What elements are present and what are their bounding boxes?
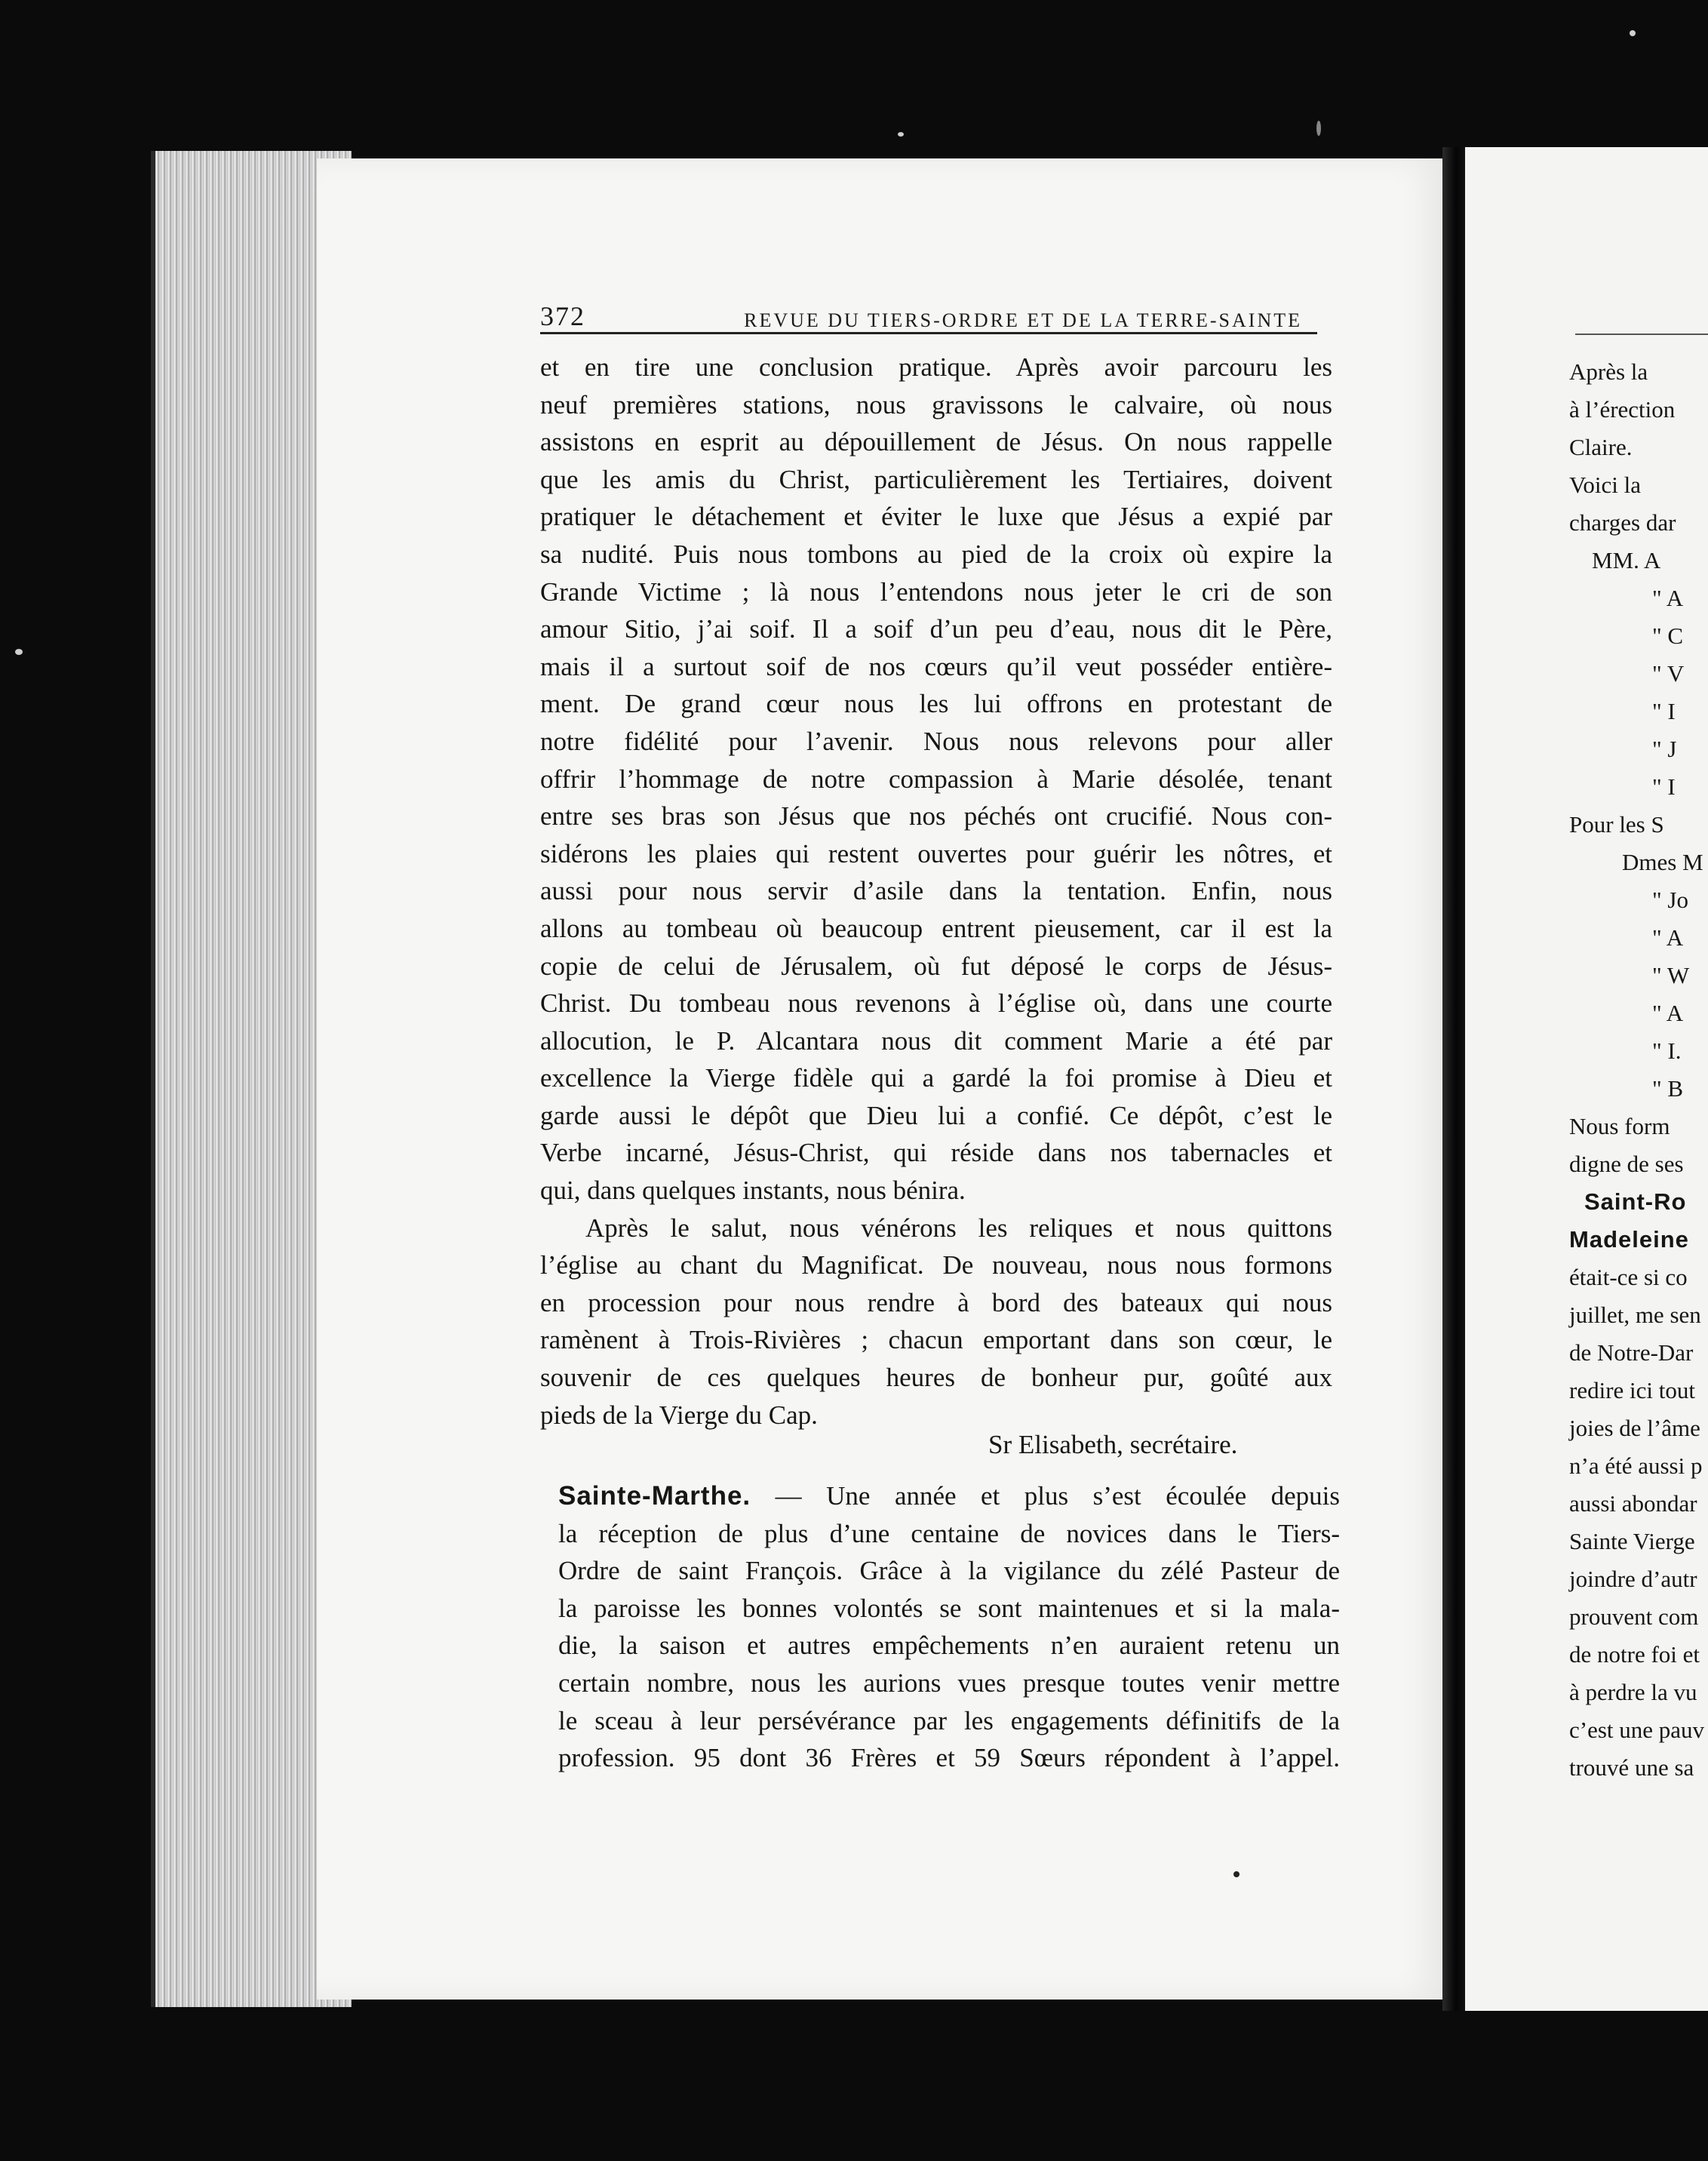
text-line: " C [1652, 622, 1684, 649]
right-page-rule [1575, 334, 1708, 335]
text-line: était-ce si co [1569, 1264, 1688, 1290]
text-line: joies de l’âme [1569, 1415, 1700, 1441]
text-line: ment. De grand cœur nous les lui offrons en protestant de [540, 689, 1332, 719]
text-line: à perdre la vu [1569, 1679, 1697, 1705]
text-line: allocution, le P. Alcantara nous dit comment Marie a été par [540, 1025, 1332, 1056]
text-line: Sainte Vierge [1569, 1528, 1695, 1554]
text-line: copie de celui de Jérusalem, où fut déposé le corps de Jésus- [540, 951, 1332, 981]
dust-speck [15, 649, 23, 655]
text-line: " A [1652, 924, 1684, 951]
text-line: " B [1652, 1075, 1684, 1102]
text-line: digne de ses [1569, 1151, 1684, 1177]
dust-speck [1316, 121, 1321, 136]
text-line: trouvé une sa [1569, 1754, 1694, 1781]
dust-speck [1630, 30, 1636, 36]
text-line: " I [1652, 698, 1676, 724]
text-line: Grande Victime ; là nous l’entendons nous jeter le cri de son [540, 576, 1332, 607]
text-line: sidérons les plaies qui restent ouvertes pour guérir les nôtres, et [540, 838, 1332, 868]
text-line: charges dar [1569, 509, 1676, 536]
dust-speck [1233, 1871, 1240, 1877]
text-line: notre fidélité pour l’avenir. Nous nous relevons pour aller [540, 726, 1332, 756]
text-line: qui, dans quelques instants, nous bénira. [540, 1176, 966, 1206]
text-line: " I [1652, 773, 1676, 800]
text-line: entre ses bras son Jésus que nos péchés ont crucifié. Nous con- [540, 801, 1332, 832]
text-line: juillet, me sen [1569, 1302, 1701, 1328]
main-text-block [540, 349, 1332, 1434]
running-head-title: REVUE DU TIERS-ORDRE ET DE LA TERRE-SAINTE [744, 309, 1302, 331]
text-line: de Notre-Dar [1569, 1339, 1694, 1366]
signature: Sr Elisabeth, secrétaire. [988, 1430, 1238, 1459]
text-line: Nous form [1569, 1113, 1670, 1139]
text-line: Ordre de saint François. Grâce à la vigilance du zélé Pasteur de [558, 1556, 1340, 1586]
text-line: le sceau à leur persévérance par les engagements définitifs de la [558, 1705, 1340, 1735]
section-heading: Saint-Ro [1584, 1188, 1687, 1215]
text-line: profession. 95 dont 36 Frères et 59 Sœurs répondent à l’appel. [558, 1743, 1340, 1773]
page-number: 372 [540, 301, 585, 331]
text-line: MM. A [1592, 547, 1661, 573]
text-line: sa nudité. Puis nous tombons au pied de la croix où expire la [540, 539, 1332, 569]
text-line: que les amis du Christ, particulièrement les Tertiaires, doivent [540, 464, 1332, 494]
text-line: aussi pour nous servir d’asile dans la tentation. Enfin, nous [540, 876, 1332, 906]
text-line: Verbe incarné, Jésus-Christ, qui réside dans nos tabernacles et [540, 1138, 1332, 1168]
paragraph-2 [540, 1210, 1332, 1434]
text-line: à l’érection [1569, 396, 1676, 423]
text-line: n’a été aussi p [1569, 1452, 1703, 1479]
section-dash: — [751, 1481, 827, 1511]
text-line: pratiquer le détachement et éviter le luxe que Jésus a expié par [540, 502, 1332, 532]
text-line: allons au tombeau où beaucoup entrent pieusement, car il est la [540, 913, 1332, 943]
text-line: Voici la [1569, 472, 1641, 498]
text-line: " I. [1652, 1037, 1682, 1064]
text-line: joindre d’autr [1569, 1566, 1697, 1592]
text-line: " W [1652, 962, 1690, 988]
text-line: la paroisse les bonnes volontés se sont maintenues et si la mala- [558, 1593, 1340, 1623]
text-line: " Jo [1652, 887, 1688, 913]
section-heading: Sainte-Marthe. [558, 1481, 751, 1511]
text-line: Dmes M [1622, 849, 1703, 875]
section-heading: Madeleine [1569, 1226, 1689, 1253]
text-line: " J [1652, 736, 1677, 762]
section-first-line [558, 1477, 1340, 1515]
text-line: prouvent com [1569, 1603, 1699, 1630]
text-line: " A [1652, 1000, 1684, 1026]
section-sainte-marthe [558, 1477, 1340, 1777]
text-line: la réception de plus d’une centaine de novices dans le Tiers- [558, 1518, 1340, 1548]
text-line: Claire. [1569, 434, 1633, 460]
text-line: Pour les S [1569, 811, 1664, 838]
text-line: ramènent à Trois-Rivières ; chacun emportant dans son cœur, le [540, 1325, 1332, 1355]
text-line: assistons en esprit au dépouillement de Jésus. On nous rappelle [540, 427, 1332, 457]
text-line: c’est une pauv [1569, 1717, 1705, 1743]
text-line: garde aussi le dépôt que Dieu lui a confié. Ce dépôt, c’est le [540, 1100, 1332, 1130]
text-line: Christ. Du tombeau nous revenons à l’église où, dans une courte [540, 988, 1332, 1019]
text-line: Après la [1569, 358, 1648, 385]
text-line: offrir l’hommage de notre compassion à Marie désolée, tenant [540, 764, 1332, 794]
text-line: Après le salut, nous vénérons les reliques et nous quittons [585, 1213, 1332, 1243]
text-line: et en tire une conclusion pratique. Après avoir parcouru les [540, 352, 1332, 382]
text-line: souvenir de ces quelques heures de bonheur pur, goûté aux [540, 1363, 1332, 1393]
text-line: neuf premières stations, nous gravissons le calvaire, où nous [540, 389, 1332, 420]
running-head [540, 291, 1317, 334]
text-line: " V [1652, 660, 1685, 687]
text-line: pieds de la Vierge du Cap. [540, 1400, 818, 1430]
text-line: amour Sitio, j’ai soif. Il a soif d’un peu d’eau, nous dit le Père, [540, 614, 1332, 644]
text-line: de notre foi et [1569, 1641, 1700, 1668]
text-line: Une année et plus s’est écoulée depuis [826, 1481, 1340, 1511]
text-line: " A [1652, 585, 1684, 611]
text-line: en procession pour nous rendre à bord des bateaux qui nous [540, 1287, 1332, 1317]
text-line: redire ici tout [1569, 1377, 1695, 1403]
dust-speck [898, 132, 904, 137]
text-line: die, la saison et autres empêchements n’en auraient retenu un [558, 1631, 1340, 1661]
text-line: mais il a surtout soif de nos cœurs qu’il veut posséder entière- [540, 651, 1332, 681]
text-line: l’église au chant du Magnificat. De nouveau, nous nous formons [540, 1250, 1332, 1280]
text-line: excellence la Vierge fidèle qui a gardé la foi promise à Dieu et [540, 1063, 1332, 1093]
text-line: aussi abondar [1569, 1490, 1697, 1517]
paragraph-1 [540, 349, 1332, 1210]
text-line: certain nombre, nous les aurions vues presque toutes venir mettre [558, 1668, 1340, 1698]
book-gutter [1442, 147, 1465, 2011]
right-page-text [1569, 353, 1708, 1787]
